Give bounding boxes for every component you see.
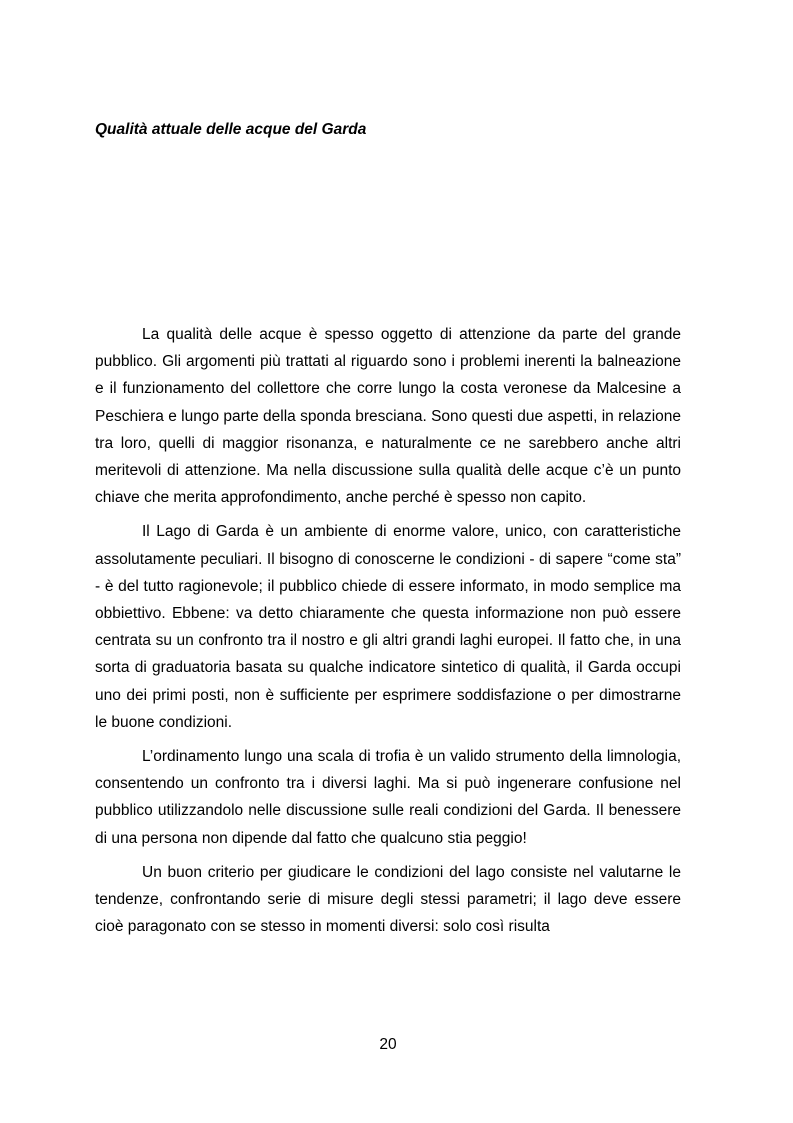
section-heading: Qualità attuale delle acque del Garda [95, 121, 367, 138]
paragraph: Il Lago di Garda è un ambiente di enorme valore, unico, con caratteristiche assolutamente peculiari. Il bisogno di conoscerne le condizioni - di sapere “come sta” - è del tutto ragionevole; il pubblico chiede di essere informato, in modo semplice ma obbiettivo. Ebbene: va detto chiaramente che questa informazione non può essere centrata su un confronto tra il nostro e gli altri grandi laghi europei. Il fatto che, in una sorta di graduatoria basata su qualche indicatore sintetico di qualità, il Garda occupi uno dei primi posti, non è sufficiente per esprimere soddisfazione o per dimostrarne le buone condizioni. [95, 523, 681, 731]
paragraph: La qualità delle acque è spesso oggetto di attenzione da parte del grande pubblico. Gli argomenti più trattati al riguardo sono i problemi inerenti la balneazione e il funzionamento del collettore che corre lungo la costa veronese da Malcesine a Peschiera e lungo parte della sponda bresciana. Sono questi due aspetti, in relazione tra loro, quelli di maggior risonanza, e naturalmente ce ne sarebbero anche altri meritevoli di attenzione. Ma nella discussione sulla qualità delle acque c’è un punto chiave che merita approfondimento, anche perché è spesso non capito. [95, 326, 681, 507]
body-text [95, 321, 681, 947]
page-number: 20 [379, 1036, 397, 1053]
paragraph: Un buon criterio per giudicare le condizioni del lago consiste nel valutarne le tendenze, confrontando serie di misure degli stessi parametri; il lago deve essere cioè paragonato con se stesso in momenti diversi: solo così risulta [95, 863, 681, 936]
paragraph: L’ordinamento lungo una scala di trofia è un valido strumento della limnologia, consentendo un confronto tra i diversi laghi. Ma si può ingenerare confusione nel pubblico utilizzandolo nelle discussione sulle reali condizioni del Garda. Il benessere di una persona non dipende dal fatto che qualcuno stia peggio! [95, 748, 681, 847]
